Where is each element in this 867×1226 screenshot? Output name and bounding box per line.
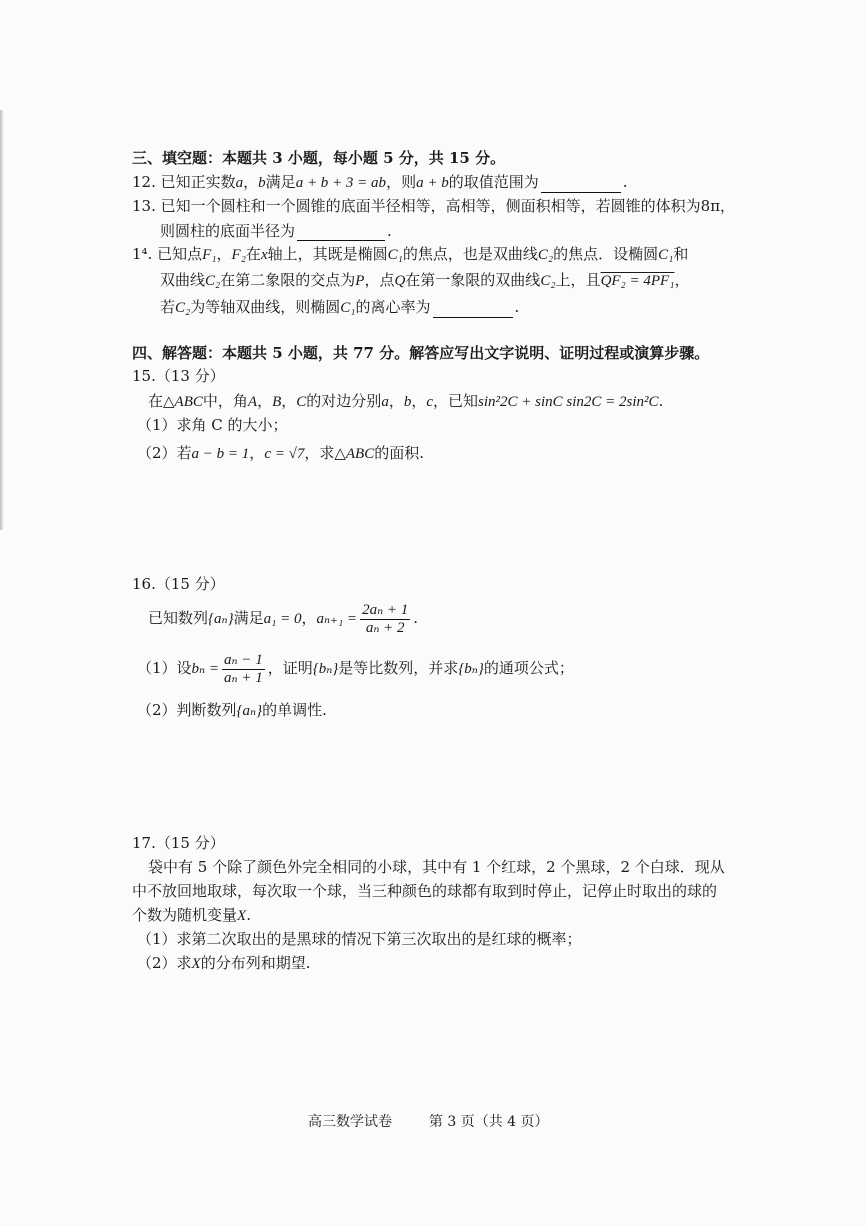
- scan-edge-shadow: [0, 110, 4, 530]
- answer-blank: [541, 172, 621, 193]
- answer-blank: [433, 297, 513, 318]
- q16-bn-fraction: $\frac{\text{aₙ − 1}}{\text{aₙ + 1}}$: [224, 651, 263, 686]
- question-12: 12. 已知正实数a，b满足a + b + 3 = ab，则a + b的取值范围为 .: [132, 173, 628, 191]
- question-14-line2: 双曲线C₂在第二象限的交点为P，点Q在第一象限的双曲线C₂上，且QF₂ = 4PF₁，: [160, 271, 690, 289]
- footer-subject: 高三数学试卷: [308, 1114, 392, 1130]
- question-13-line2: 则圆柱的底面半径为 .: [160, 222, 392, 240]
- question-16-stem: 已知数列{aₙ}满足a₁ = 0，aₙ₊₁ = $\frac{\text{2aₙ + 1}}{\text{aₙ + 2}}$ .: [148, 601, 419, 636]
- question-15-part2: （2）若a − b = 1，c = √7，求△ABC的面积.: [137, 444, 424, 462]
- question-17-part1: （1）求第二次取出的是黑球的情况下第三次取出的是红球的概率；: [137, 930, 582, 948]
- question-17-line1: 袋中有 5 个除了颜色外完全相同的小球，其中有 1 个红球，2 个黑球，2 个白球．现从: [148, 858, 725, 876]
- q16-recurrence-fraction: $\frac{\text{2aₙ + 1}}{\text{aₙ + 2}}$: [362, 601, 409, 636]
- question-16-part1: （1）设bₙ = $\frac{\text{aₙ − 1}}{\text{aₙ + 1}}$ ，证明{bₙ}是等比数列，并求{bₙ}的通项公式；: [137, 651, 574, 686]
- q14-number: 1⁴.: [132, 245, 153, 263]
- question-15-stem: 在△ABC中，角A，B，C的对边分别a，b，c，已知sin²2C + sinC sin2C = 2sin²C.: [148, 392, 664, 410]
- answer-blank: [297, 220, 385, 241]
- question-13-line1: 13. 已知一个圆柱和一个圆锥的底面半径相等，高相等，侧面积相等，若圆锥的体积为8π，: [132, 197, 736, 215]
- q12-equation: a + b + 3 = ab: [295, 175, 387, 191]
- section-4-heading: 四、解答题：本题共 5 小题，共 77 分。解答应写出文字说明、证明过程或演算步骤。: [132, 344, 710, 362]
- question-17-part2: （2）求X的分布列和期望.: [137, 954, 311, 972]
- q12-number: 12.: [132, 173, 156, 191]
- page-footer: [308, 1112, 549, 1132]
- footer-page-number: 第 3 页（共 4 页）: [428, 1114, 549, 1130]
- question-16-title: 16.（15 分）: [132, 575, 225, 593]
- question-15-title: 15.（13 分）: [132, 367, 225, 385]
- q14-vector-equation: QF₂ = 4PF₁: [600, 273, 675, 289]
- q15-equation: sin²2C + sinC sin2C = 2sin²C: [478, 394, 659, 410]
- q13-number: 13.: [132, 197, 156, 215]
- question-17-line3: 个数为随机变量X.: [132, 906, 251, 924]
- question-17-title: 17.（15 分）: [132, 834, 225, 852]
- question-15-part1: （1）求角 C 的大小；: [137, 416, 288, 434]
- question-14-line1: 1⁴. 已知点F₁，F₂在x轴上，其既是椭圆C₁的焦点，也是双曲线C₂的焦点．设椭圆C₁和: [132, 245, 689, 263]
- question-17-line2: 中不放回地取球，每次取一个球，当三种颜色的球都有取到时停止，记停止时取出的球的: [132, 882, 718, 900]
- question-14-line3: 若C₂为等轴双曲线，则椭圆C₁的离心率为 .: [160, 298, 520, 316]
- section-3-heading: 三、填空题：本题共 3 小题，每小题 5 分，共 15 分。: [132, 149, 506, 167]
- question-16-part2: （2）判断数列{aₙ}的单调性.: [137, 701, 327, 719]
